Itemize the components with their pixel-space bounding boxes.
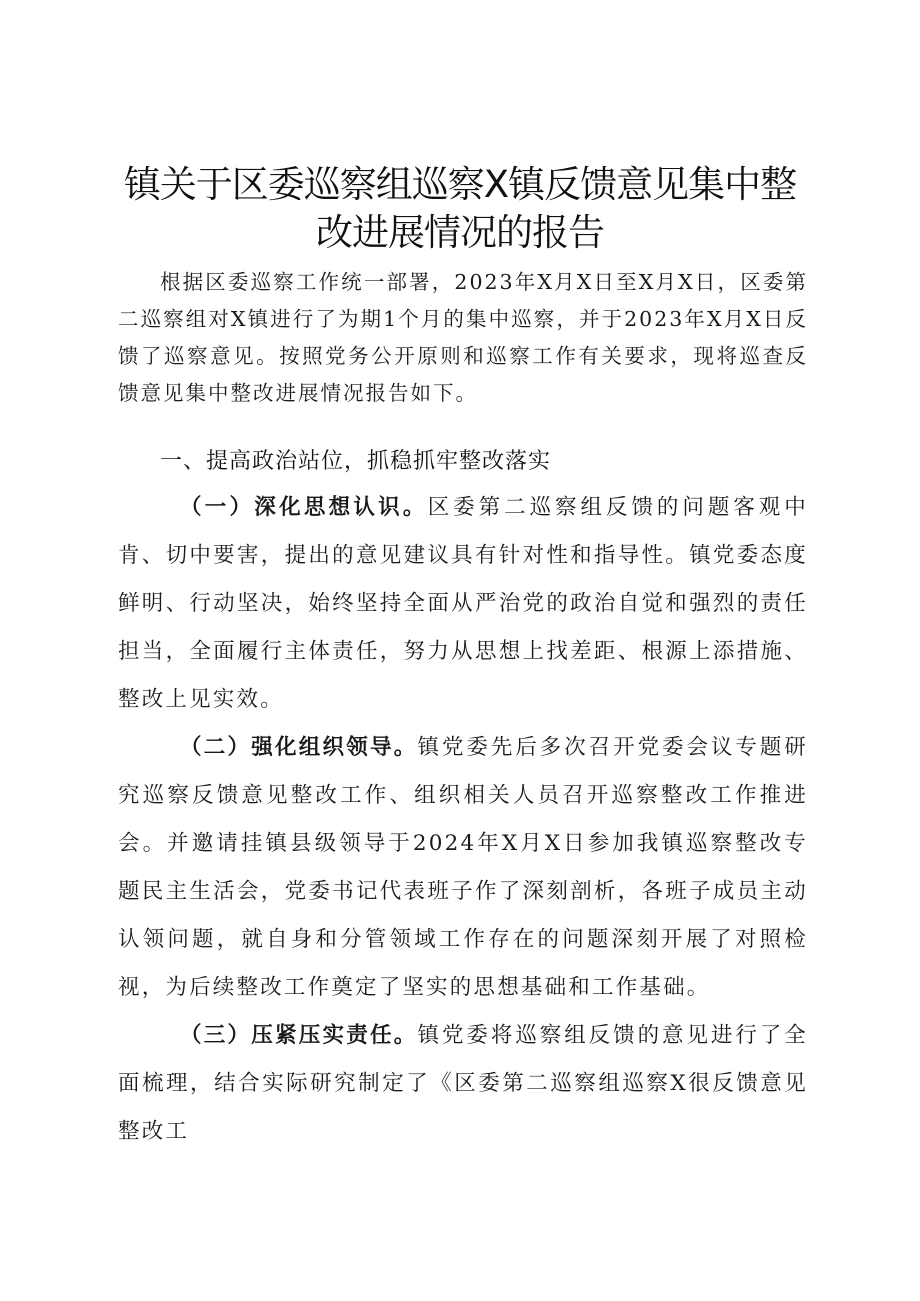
paragraph-1-lead: （一）深化思想认识。 [180,495,428,520]
section-1-heading: 一、提高政治站位，抓稳抓牢整改落实 [160,449,552,474]
paragraph-3-lead: （三）压紧压实责任。 [180,1023,418,1048]
paragraph-2 [118,724,808,1012]
paragraph-2-lead: （二）强化组织领导。 [180,735,418,760]
document-title-line-2: 改进展情况的报告 [316,211,604,254]
intro-paragraph: 根据区委巡察工作统一部署，2023年X月X日至X月X日，区委第二巡察组对X镇进行了为期1个月的集中巡察，并于2023年X月X日反馈了巡察意见。按照党务公开原则和巡察工作有关要求，现将巡查反馈意见集中整改进展情况报告如下。 [118,270,808,405]
document-title-line-1: 镇关于区委巡察组巡察X镇反馈意见集中整 [123,163,797,206]
paragraph-1-text: 区委第二巡察组反馈的问题客观中肯、切中要害，提出的意见建议具有针对性和指导性。镇党委态度鲜明、行动坚决，始终坚持全面从严治党的政治自觉和强烈的责任担当，全面履行主体责任，努力从思想上找差距、根源上添措施、整改上见实效。 [118,495,808,712]
paragraph-3-text: 镇党委将巡察组反馈的意见进行了全面梳理，结合实际研究制定了《区委第二巡察组巡察X很反馈意见整改工 [118,1023,808,1144]
paragraph-2-text: 镇党委先后多次召开党委会议专题研究巡察反馈意见整改工作、组织相关人员召开巡察整改工作推进会。并邀请挂镇县级领导于2024年X月X日参加我镇巡察整改专题民主生活会，党委书记代表班子作了深刻剖析，各班子成员主动认领问题，就自身和分管领域工作存在的问题深刻开展了对照检视，为后续整改工作奠定了坚实的思想基础和工作基础。 [118,735,808,1000]
paragraph-1 [118,484,808,724]
paragraph-3 [118,1012,808,1156]
